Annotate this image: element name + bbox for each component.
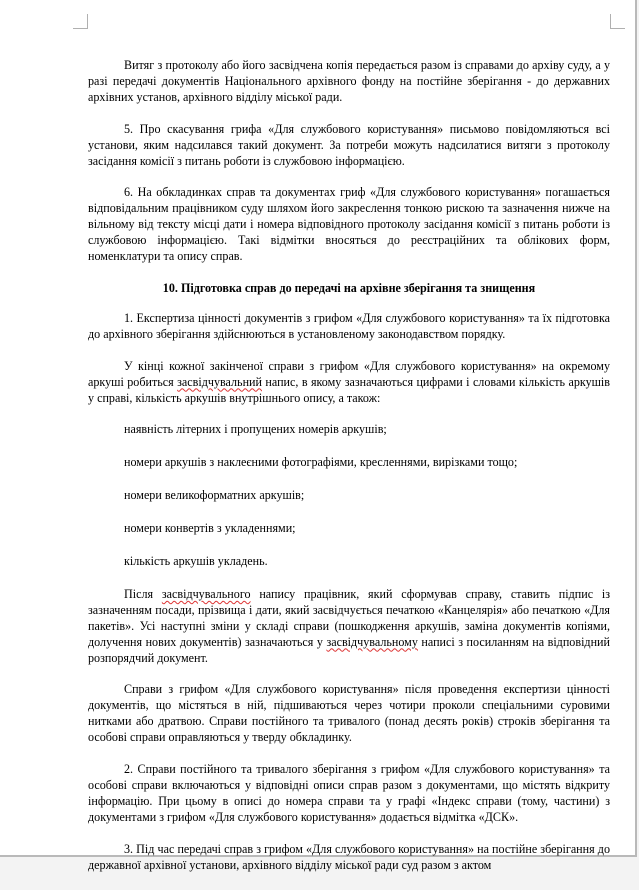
- list-item-large-format: номери великоформатних аркушів;: [124, 488, 305, 503]
- list-item-photos: номери аркушів з наклеєними фотографіями, кресленнями, вирізками тощо;: [124, 455, 518, 470]
- list-item-envelopes: номери конвертів з укладеннями;: [124, 521, 296, 536]
- paragraph-3-archive-transfer: 3. Під час передачі справ з грифом «Для службового користування» на постійне зберігання до державної архівної установи, архівного відділу міської ради суд разом з актом: [88, 841, 610, 872]
- paragraph-5-cancel-stamp: 5. Про скасування грифа «Для службового користування» письмово повідомляються всі установи, яким надсилався такий документ. За потреби можуть надсилатися витяги з протоколу засідання комісії з питань роботи із службовою інформацією.: [88, 121, 610, 168]
- paragraph-6-cover-marking: 6. На обкладинках справ та документах гриф «Для службового користування» погашається відповідальним працівником суду шляхом його закреслення тонкою рискою та зазначення нижче на вільному від тексту місці дати і номера відповідного протоколу засідання комісії з питань роботи із службовою інформацією. Такі відмітки вносяться до реєстраційних та облікових форм, номенклатури та опису справ.: [88, 185, 610, 264]
- paragraph-certification-note: У кінці кожної закінченої справи з грифом «Для службового користування» на окремому аркуші робиться засвідчувальний напис, в якому зазначаються цифрами і словами кількість аркушів у справі, кількість аркушів внутрішнього опису, а також:: [88, 358, 610, 405]
- spellcheck-word: засвідчувального: [161, 586, 251, 601]
- paragraph-after-certification: Після засвідчувального напису працівник, який сформував справу, ставить підпис із зазначенням посади, прізвища і дати, який засвідчується печаткою «Канцелярія» або печаткою «Для пакетів». Усі наступні зміни у складі справи (пошкодження аркушів, заміна документів копіями, долучення нових документів) зазначаються у засвідчувальному написі з посиланням на відповідний розпорядчий документ.: [88, 586, 610, 665]
- spellcheck-word: засвідчувальний: [177, 374, 262, 389]
- spellcheck-word: засвідчувальному: [326, 634, 418, 649]
- paragraph-binding: Справи з грифом «Для службового користування» після проведення експертизи цінності документів, що містяться в ній, підшиваються через чотири проколи спеціальними суровими нитками або дратвою. Справи постійного та тривалого (понад десять років) строків зберігання та особові справи оправляються у тверду обкладинку.: [88, 682, 610, 745]
- section-heading-10: 10. Підготовка справ до передачі на архівне зберігання та знищення: [162, 280, 536, 295]
- list-item-letter-numbers: наявність літерних і пропущених номерів аркушів;: [124, 422, 387, 437]
- crop-mark-top-right: [610, 14, 625, 29]
- document-body: [88, 58, 610, 890]
- crop-mark-top-left: [73, 14, 88, 29]
- paragraph-2-inventory: 2. Справи постійного та тривалого зберігання з грифом «Для службового користування» та особові справи включаються у відповідні описи справ разом з документами, що містять відкриту інформацію. При цьому в описі до номера справи та у графі «Індекс справи (тому, частини) з документами з грифом «Для службового користування» додається відмітка «ДСК».: [88, 762, 610, 824]
- paragraph-1-expertise: 1. Експертиза цінності документів з грифом «Для службового користування» та їх підготовка до архівного зберігання здійснюються в установленому законодавством порядку.: [88, 310, 610, 341]
- list-item-enclosures: кількість аркушів укладень.: [124, 554, 268, 569]
- paragraph-extract-transfer: Витяг з протоколу або його засвідчена копія передається разом із справами до архіву суду, а у разі передачі документів Національного архівного фонду на постійне зберігання - до державних архівних установ, архівного відділу міської ради.: [88, 58, 610, 104]
